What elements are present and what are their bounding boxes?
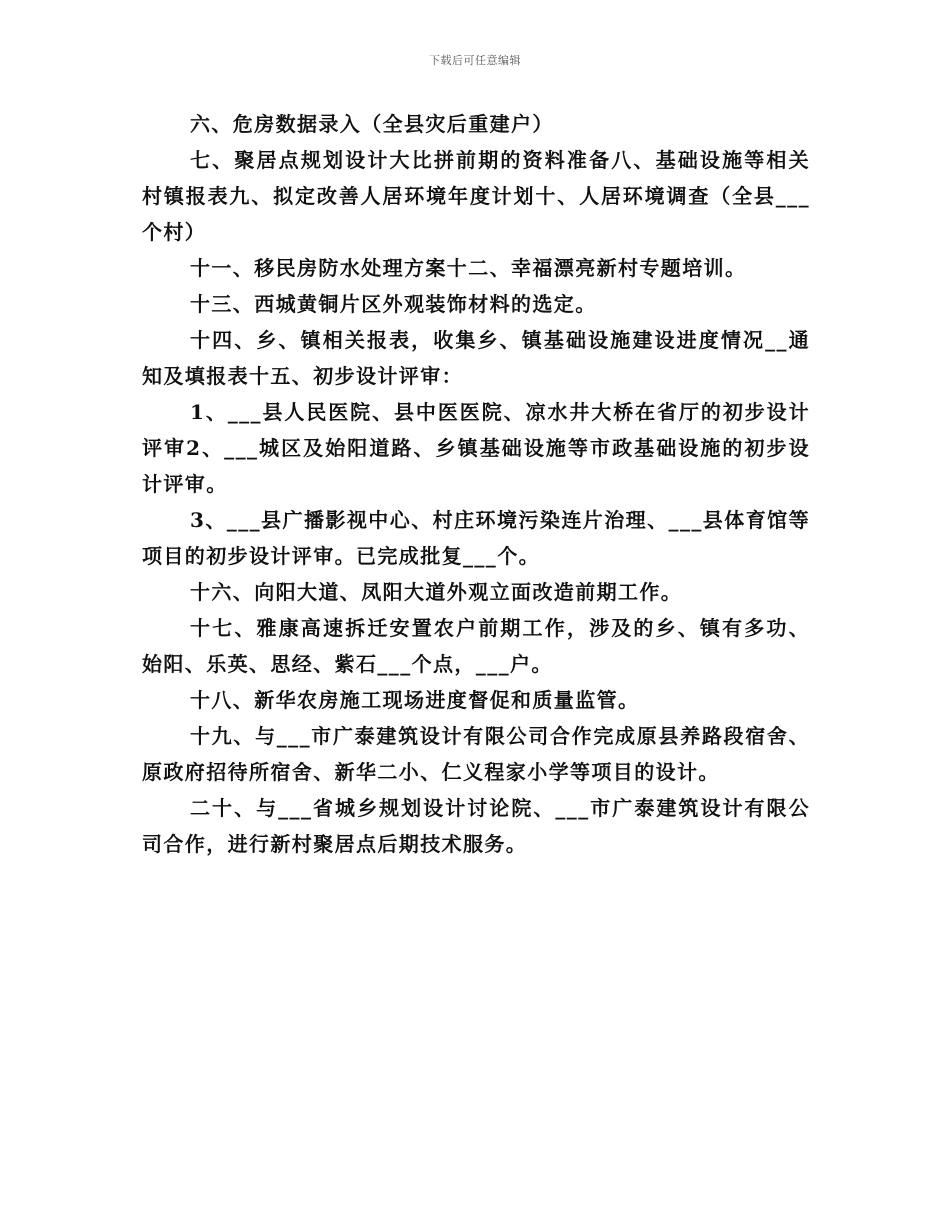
- paragraph-item: 1、___县人民医院、县中医医院、凉水井大桥在省厅的初步设计评审2、___城区及始阳道路、乡镇基础设施等市政基础设施的初步设计评审。: [142, 400, 810, 496]
- paragraph-item: 七、聚居点规划设计大比拼前期的资料准备八、基础设施等相关村镇报表九、拟定改善人居环境年度计划十、人居环境调查（全县___个村）: [142, 148, 810, 244]
- paragraph-item: 3、___县广播影视中心、村庄环境污染连片治理、___县体育馆等项目的初步设计评审。已完成批复___个。: [142, 508, 810, 568]
- paragraph-item: 二十、与___省城乡规划设计讨论院、___市广泰建筑设计有限公司合作，进行新村聚居点后期技术服务。: [142, 796, 810, 856]
- paragraph-item: 十四、乡、镇相关报表，收集乡、镇基础设施建设进度情况__通知及填报表十五、初步设计评审：: [142, 328, 810, 388]
- paragraph-item: 六、危房数据录入（全县灾后重建户）: [190, 112, 554, 136]
- paragraph-item: 十一、移民房防水处理方案十二、幸福漂亮新村专题培训。: [190, 256, 747, 280]
- paragraph-item: 十七、雅康高速拆迁安置农户前期工作，涉及的乡、镇有多功、始阳、乐英、思经、紫石___个点，___户。: [142, 616, 810, 676]
- page-header-note: 下载后可任意编辑: [429, 54, 521, 67]
- paragraph-item: 十九、与___市广泰建筑设计有限公司合作完成原县养路段宿舍、原政府招待所宿舍、新华二小、仁义程家小学等项目的设计。: [142, 724, 810, 784]
- paragraph-item: 十六、向阳大道、凤阳大道外观立面改造前期工作。: [190, 580, 683, 604]
- paragraph-item: 十三、西城黄铜片区外观装饰材料的选定。: [190, 292, 597, 316]
- paragraph-item: 十八、新华农房施工现场进度督促和质量监管。: [190, 688, 640, 712]
- document-body: [142, 106, 810, 862]
